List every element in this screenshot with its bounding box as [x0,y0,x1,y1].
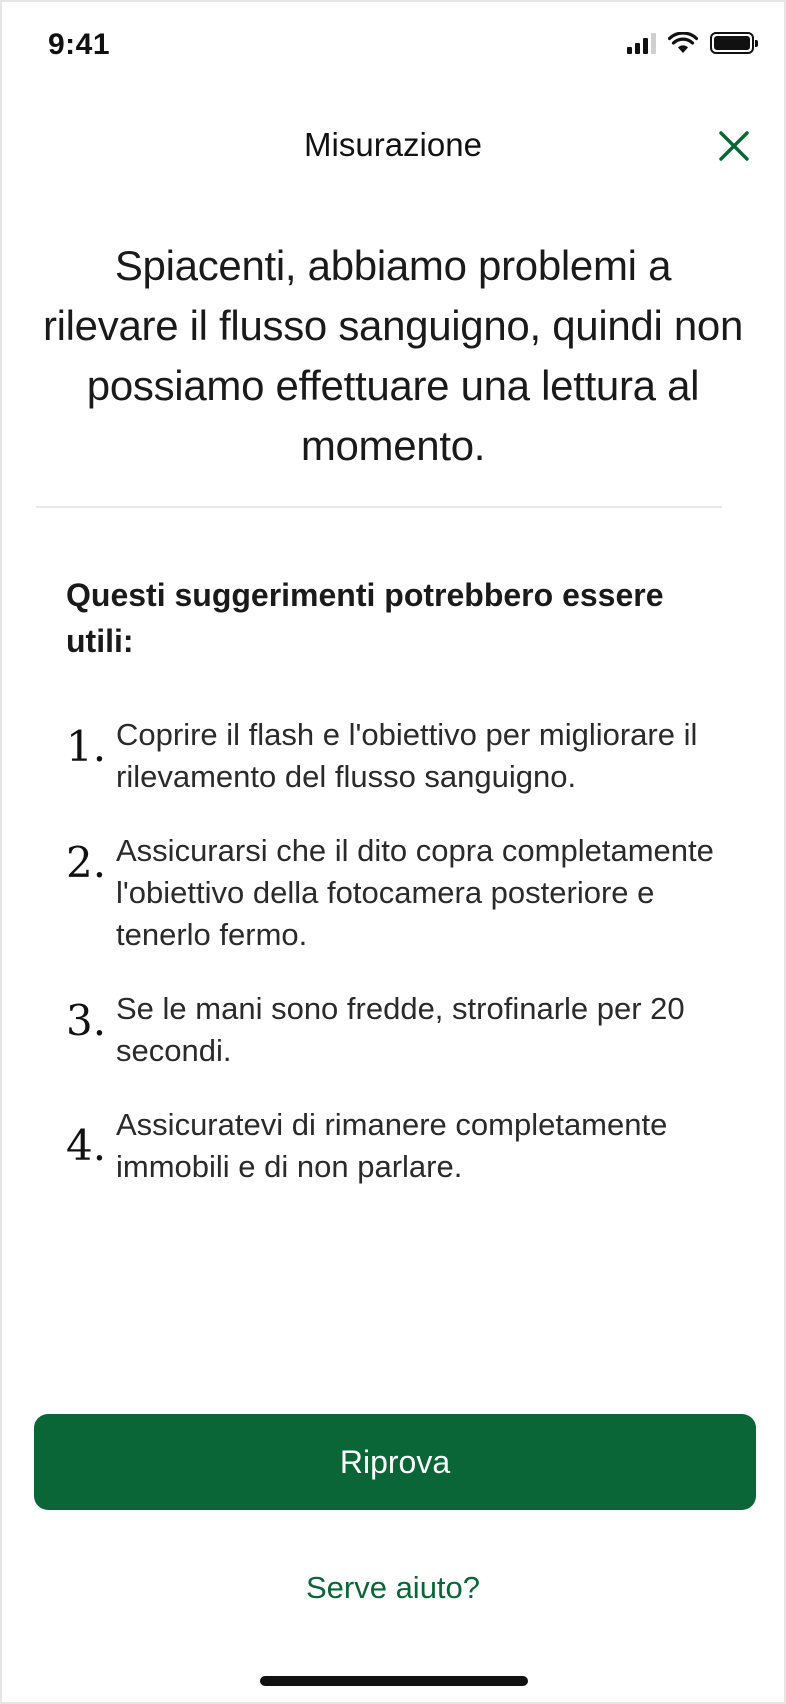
battery-icon [710,32,754,54]
help-link[interactable]: Serve aiuto? [305,1570,481,1605]
home-indicator[interactable] [260,1676,528,1686]
cellular-signal-icon [627,32,656,54]
page-title: Misurazione [304,126,482,163]
tip-number: 3. [66,996,107,1045]
tip-text: Assicuratevi di rimanere completamente immobili e di non parlare. [116,1107,668,1184]
list-item [66,714,746,798]
close-icon [714,126,754,166]
retry-button[interactable]: Riprova [34,1414,756,1510]
tip-text: Assicurarsi che il dito copra completamente l'obiettivo della fotocamera posteriore e tenerlo fermo. [116,833,714,952]
tip-number: 2. [66,838,107,887]
list-item [66,988,746,1072]
status-bar [2,2,784,92]
status-time: 9:41 [48,28,111,61]
close-button[interactable] [714,126,754,166]
tip-number: 4. [66,1121,107,1170]
error-headline: Spiacenti, abbiamo problemi a rilevare il flusso sanguigno, quindi non possiamo effettuare una lettura al momento. [42,242,744,469]
wifi-icon [668,32,698,54]
tips-heading: Questi suggerimenti potrebbero essere utili: [66,577,664,659]
tip-text: Se le mani sono fredde, strofinarle per 20 secondi. [116,991,685,1068]
divider [36,506,722,508]
status-icons [627,32,754,54]
tip-text: Coprire il flash e l'obiettivo per migliorare il rilevamento del flusso sanguigno. [116,717,698,794]
list-item [66,830,746,956]
tips-list [66,714,746,1220]
list-item [66,1104,746,1188]
tip-number: 1. [66,722,107,771]
